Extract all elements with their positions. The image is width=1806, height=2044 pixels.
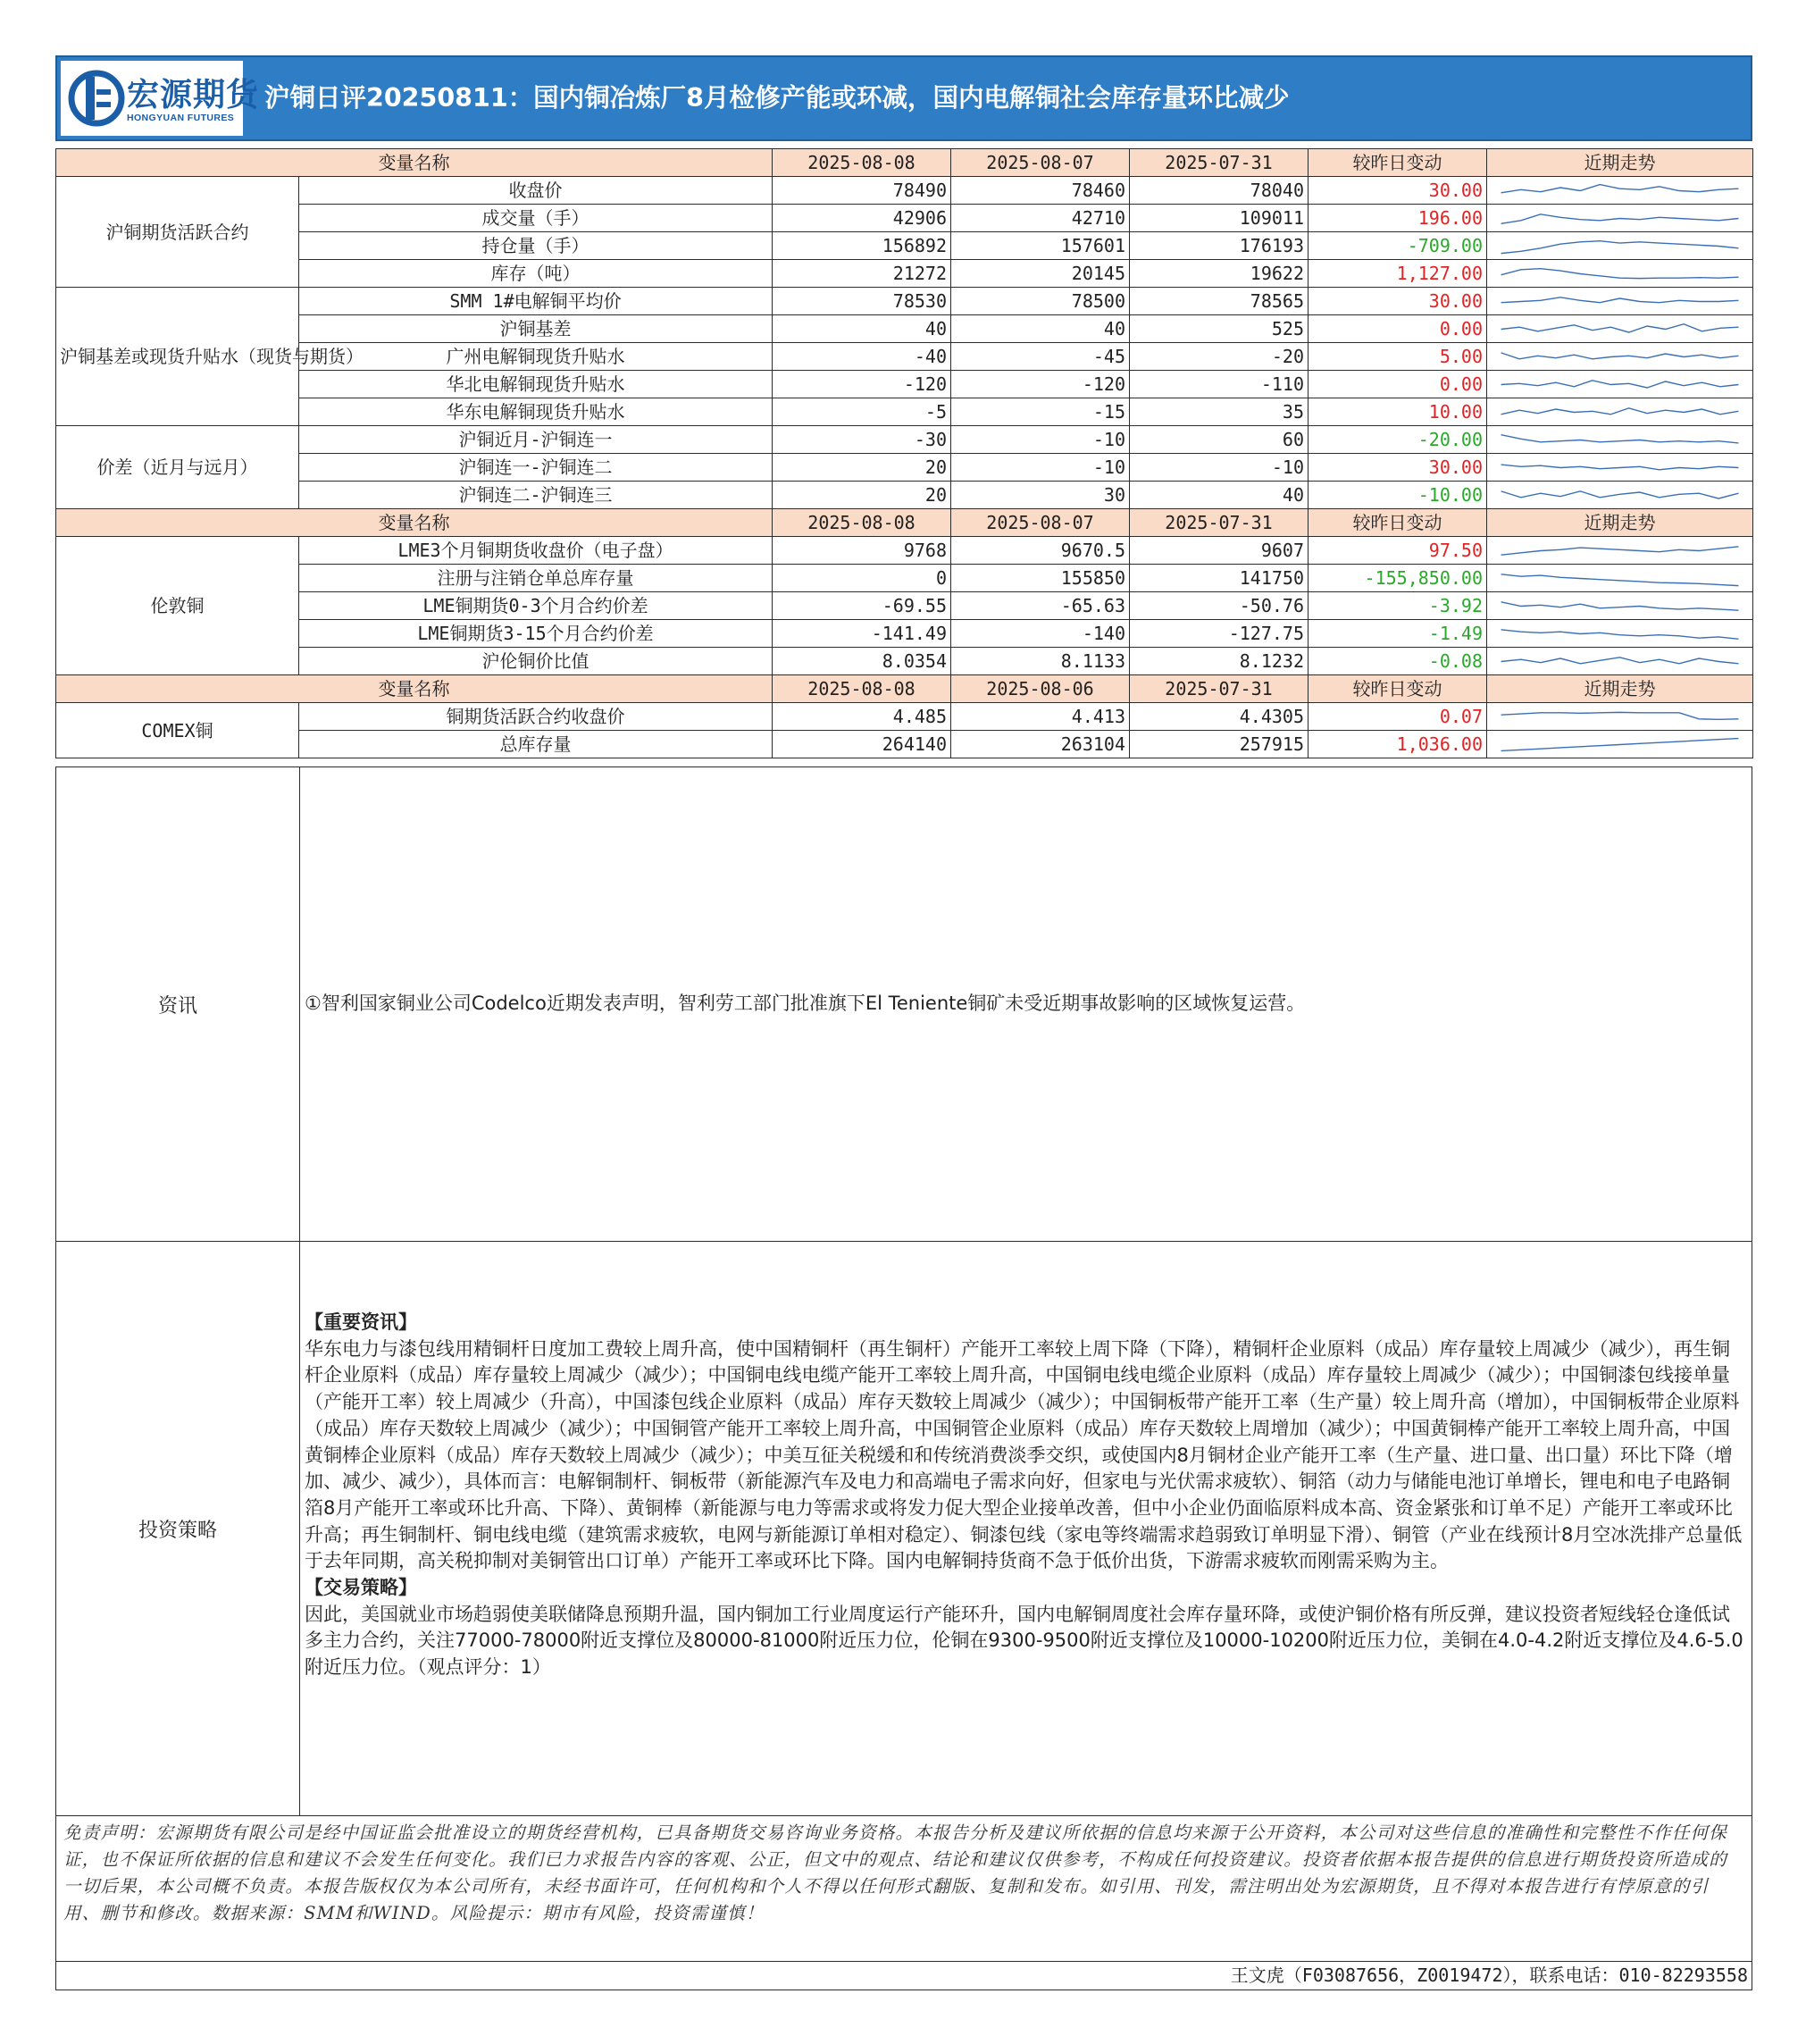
trend-sparkline — [1487, 620, 1753, 648]
daily-change: 1,036.00 — [1309, 731, 1487, 758]
trend-sparkline — [1487, 371, 1753, 398]
sparkline-chart — [1491, 455, 1749, 481]
report-sheet — [55, 55, 1752, 1990]
strategy-heading-news: 【重要资讯】 — [305, 1311, 417, 1333]
sparkline-chart — [1491, 233, 1749, 259]
table-row — [56, 454, 1753, 482]
value-date-2: 263104 — [951, 731, 1130, 758]
table-row — [56, 482, 1753, 509]
header-date: 2025-08-08 — [773, 509, 951, 537]
sparkline-trend-line — [1501, 657, 1739, 663]
value-date-3: -127.75 — [1130, 620, 1309, 648]
sparkline-chart — [1491, 427, 1749, 453]
value-date-1: -30 — [773, 426, 951, 454]
value-date-3: 78040 — [1130, 177, 1309, 205]
group-label: COMEX铜 — [56, 703, 299, 758]
sparkline-chart — [1491, 538, 1749, 564]
daily-change: -3.92 — [1309, 592, 1487, 620]
table-row — [56, 537, 1753, 565]
value-date-1: 156892 — [773, 232, 951, 260]
sparkline-trend-line — [1501, 214, 1739, 222]
trend-sparkline — [1487, 177, 1753, 205]
report-header — [55, 55, 1752, 141]
variable-name: LME铜期货0-3个月合约价差 — [299, 592, 773, 620]
trend-sparkline — [1487, 288, 1753, 315]
table-row — [56, 205, 1753, 232]
disclaimer: 免责声明：宏源期货有限公司是经中国证监会批准设立的期货经营机构，已具备期货交易咨询业务资格。本报告分析及建议所依据的信息均来源于公开资料，本公司对这些信息的准确性和完整性不作任何保证，也不保证所依据的信息和建议不会发生任何变化。我们已力求报告内容的客观、公正，但文中的观点、结论和建议仅供参考，不构成任何投资建议。投资者依据本报告提供的信息进行期货投资所造成的一切后果，本公司概不负责。本报告版权仅为本公司所有，未经书面许可，任何机构和个人不得以任何形式翻版、复制和发布。如引用、刊发，需注明出处为宏源期货，且不得对本报告进行有悖原意的引用、删节和修改。数据来源：SMM和WIND。风险提示：期市有风险，投资需谨慎！ — [55, 1815, 1752, 1962]
variable-name: 持仓量（手） — [299, 232, 773, 260]
value-date-2: 9670.5 — [951, 537, 1130, 565]
trend-sparkline — [1487, 731, 1753, 758]
header-trend: 近期走势 — [1487, 509, 1753, 537]
header-variable-name: 变量名称 — [56, 149, 773, 177]
value-date-3: 19622 — [1130, 260, 1309, 288]
news-text: ①智利国家铜业公司Codelco近期发表声明，智利劳工部门批准旗下El Teniente铜矿未受近期事故影响的区域恢复运营。 — [305, 993, 1306, 1015]
variable-name: 收盘价 — [299, 177, 773, 205]
table-row — [56, 288, 1753, 315]
variable-name: 广州电解铜现货升贴水 — [299, 343, 773, 371]
variable-name: 沪铜连一-沪铜连二 — [299, 454, 773, 482]
trend-sparkline — [1487, 315, 1753, 343]
header-date: 2025-08-07 — [951, 509, 1130, 537]
logo-name-cn: 宏源期货 — [127, 77, 260, 113]
daily-change: 30.00 — [1309, 288, 1487, 315]
sparkline-trend-line — [1501, 738, 1739, 750]
header-date: 2025-07-31 — [1130, 149, 1309, 177]
value-date-2: -15 — [951, 398, 1130, 426]
daily-change: 30.00 — [1309, 177, 1487, 205]
sparkline-trend-line — [1501, 712, 1739, 719]
sparkline-chart — [1491, 344, 1749, 370]
value-date-1: -141.49 — [773, 620, 951, 648]
value-date-3: -110 — [1130, 371, 1309, 398]
variable-name: 沪铜近月-沪铜连一 — [299, 426, 773, 454]
sparkline-chart — [1491, 704, 1749, 730]
strategy-label: 投资策略 — [56, 1242, 300, 1815]
value-date-3: 60 — [1130, 426, 1309, 454]
header-date: 2025-08-08 — [773, 149, 951, 177]
table-row — [56, 426, 1753, 454]
variable-name: 沪伦铜价比值 — [299, 648, 773, 675]
value-date-1: 40 — [773, 315, 951, 343]
sparkline-trend-line — [1501, 268, 1739, 278]
sparkline-chart — [1491, 593, 1749, 619]
sparkline-chart — [1491, 205, 1749, 231]
variable-name: 成交量（手） — [299, 205, 773, 232]
table-row — [56, 565, 1753, 592]
value-date-1: 21272 — [773, 260, 951, 288]
sparkline-trend-line — [1501, 323, 1739, 331]
value-date-2: 157601 — [951, 232, 1130, 260]
value-date-1: -5 — [773, 398, 951, 426]
table-header-row — [56, 149, 1753, 177]
table-header-row — [56, 675, 1753, 703]
sparkline-chart — [1491, 621, 1749, 647]
company-logo — [61, 61, 260, 136]
group-label: 伦敦铜 — [56, 537, 299, 675]
trend-sparkline — [1487, 592, 1753, 620]
trend-sparkline — [1487, 648, 1753, 675]
value-date-2: 42710 — [951, 205, 1130, 232]
trend-sparkline — [1487, 482, 1753, 509]
table-row — [56, 260, 1753, 288]
daily-change: -1.49 — [1309, 620, 1487, 648]
news-label: 资讯 — [56, 767, 300, 1241]
group-label: 沪铜基差或现货升贴水（现货与期货） — [56, 288, 299, 426]
sparkline-trend-line — [1501, 490, 1739, 498]
value-date-2: -120 — [951, 371, 1130, 398]
strategy-text — [305, 1310, 1744, 1681]
table-row — [56, 177, 1753, 205]
sparkline-trend-line — [1501, 546, 1739, 554]
value-date-1: 0 — [773, 565, 951, 592]
header-change: 较昨日变动 — [1309, 675, 1487, 703]
sparkline-chart — [1491, 372, 1749, 398]
value-date-1: 78490 — [773, 177, 951, 205]
value-date-2: 30 — [951, 482, 1130, 509]
hongyuan-logo-icon — [70, 68, 123, 129]
analyst-contact: 王文虎（F03087656，Z0019472），联系电话：010-82293558 — [55, 1962, 1752, 1990]
sparkline-trend-line — [1501, 601, 1739, 609]
value-date-3: -20 — [1130, 343, 1309, 371]
variable-name: 总库存量 — [299, 731, 773, 758]
value-date-2: -140 — [951, 620, 1130, 648]
daily-change: 196.00 — [1309, 205, 1487, 232]
table-row — [56, 315, 1753, 343]
value-date-2: 78500 — [951, 288, 1130, 315]
strategy-news-paragraph: 华东电力与漆包线用精铜杆日度加工费较上周升高，使中国精铜杆（再生铜杆）产能开工率较上周下降（下降），精铜杆企业原料（成品）库存量较上周减少（减少），再生铜杆企业原料（成品）库存量较上周减少（减少）；中国铜电线电缆产能开工率较上周升高，中国铜电线电缆企业原料（成品）库存量较上周减少（减少）；中国铜漆包线接单量（产能开工率）较上周减少（升高），中国漆包线企业原料（成品）库存天数较上周减少（减少）；中国铜板带产能开工率（生产量）较上周升高（增加），中国铜板带企业原料（成品）库存天数较上周减少（减少）；中国铜管产能开工率较上周升高，中国铜管企业原料（成品）库存天数较上周增加（减少）；中国黄铜棒产能开工率较上周升高，中国黄铜棒企业原料（成品）库存天数较上周减少（减少）；中美互征关税缓和和传统消费淡季交织，或使国内8月铜材企业产能开工率（生产量、进口量、出口量）环比下降（增加、减少、减少），具体而言：电解铜制杆、铜板带（新能源汽车及电力和高端电子需求向好，但家电与光伏需求疲软）、铜箔（动力与储能电池订单增长，锂电和电子电路铜箔8月产能开工率或环比升高、下降）、黄铜棒（新能源与电力等需求或将发力促大型企业接单改善，但中小企业仍面临原料成本高、资金紧张和订单不足）产能开工率或环比升高；再生铜制杆、铜电线电缆（建筑需求疲软，电网与新能源订单相对稳定）、铜漆包线（家电等终端需求趋弱致订单明显下滑）、铜管（产业在线预计8月空冰洗排产总量低于去年同期，高关税抑制对美铜管出口订单）产能开工率或环比下降。国内电解铜持货商不急于低价出货，下游需求疲软而刚需采购为主。 — [305, 1337, 1743, 1572]
sparkline-trend-line — [1501, 465, 1739, 470]
header-date: 2025-08-06 — [951, 675, 1130, 703]
group-label: 沪铜期货活跃合约 — [56, 177, 299, 288]
value-date-1: 20 — [773, 482, 951, 509]
variable-name: 沪铜连二-沪铜连三 — [299, 482, 773, 509]
variable-name: 华东电解铜现货升贴水 — [299, 398, 773, 426]
daily-change: 0.00 — [1309, 315, 1487, 343]
report-title: 沪铜日评20250811：国内铜冶炼厂8月检修产能或环减，国内电解铜社会库存量环比减少 — [264, 83, 1290, 113]
header-date: 2025-08-08 — [773, 675, 951, 703]
sparkline-trend-line — [1501, 184, 1739, 192]
strategy-heading-trading: 【交易策略】 — [305, 1577, 417, 1599]
value-date-2: 20145 — [951, 260, 1130, 288]
table-row — [56, 592, 1753, 620]
trend-sparkline — [1487, 565, 1753, 592]
daily-change: -0.08 — [1309, 648, 1487, 675]
sparkline-chart — [1491, 649, 1749, 674]
sparkline-trend-line — [1501, 407, 1739, 414]
header-trend: 近期走势 — [1487, 675, 1753, 703]
trend-sparkline — [1487, 205, 1753, 232]
value-date-3: 176193 — [1130, 232, 1309, 260]
value-date-2: 8.1133 — [951, 648, 1130, 675]
value-date-2: -65.63 — [951, 592, 1130, 620]
value-date-1: 9768 — [773, 537, 951, 565]
strategy-trading-paragraph: 因此，美国就业市场趋弱使美联储降息预期升温，国内铜加工行业周度运行产能环升，国内电解铜周度社会库存量环降，或使沪铜价格有所反弹，建议投资者短线轻仓逢低试多主力合约，关注77000-78000附近支撑位及80000-81000附近压力位，伦铜在9300-9500附近支撑位及10000-10200附近压力位，美铜在4.0-4.2附近支撑位及4.6-5.0附近压力位。（观点评分：1） — [305, 1603, 1743, 1679]
value-date-1: 78530 — [773, 288, 951, 315]
value-date-1: 4.485 — [773, 703, 951, 731]
value-date-3: 8.1232 — [1130, 648, 1309, 675]
sparkline-chart — [1491, 289, 1749, 314]
trend-sparkline — [1487, 703, 1753, 731]
header-date: 2025-07-31 — [1130, 509, 1309, 537]
table-row — [56, 620, 1753, 648]
value-date-3: 525 — [1130, 315, 1309, 343]
value-date-2: -10 — [951, 454, 1130, 482]
header-change: 较昨日变动 — [1309, 509, 1487, 537]
value-date-3: 35 — [1130, 398, 1309, 426]
daily-change: 10.00 — [1309, 398, 1487, 426]
table-row — [56, 731, 1753, 758]
sparkline-chart — [1491, 261, 1749, 287]
value-date-3: -50.76 — [1130, 592, 1309, 620]
value-date-3: 141750 — [1130, 565, 1309, 592]
daily-change: -709.00 — [1309, 232, 1487, 260]
value-date-1: 264140 — [773, 731, 951, 758]
daily-change: -10.00 — [1309, 482, 1487, 509]
trend-sparkline — [1487, 343, 1753, 371]
sparkline-trend-line — [1501, 629, 1739, 638]
value-date-3: 257915 — [1130, 731, 1309, 758]
daily-change: -155,850.00 — [1309, 565, 1487, 592]
trend-sparkline — [1487, 537, 1753, 565]
sparkline-trend-line — [1501, 574, 1739, 585]
value-date-3: 109011 — [1130, 205, 1309, 232]
value-date-3: 4.4305 — [1130, 703, 1309, 731]
variable-name: 注册与注销仓单总库存量 — [299, 565, 773, 592]
value-date-1: 20 — [773, 454, 951, 482]
daily-change: 5.00 — [1309, 343, 1487, 371]
daily-change: 30.00 — [1309, 454, 1487, 482]
sparkline-chart — [1491, 316, 1749, 342]
data-table — [55, 148, 1753, 758]
value-date-1: 42906 — [773, 205, 951, 232]
table-header-row — [56, 509, 1753, 537]
variable-name: 库存（吨） — [299, 260, 773, 288]
value-date-3: -10 — [1130, 454, 1309, 482]
logo-name-en: HONGYUAN FUTURES — [127, 113, 235, 123]
variable-name: SMM 1#电解铜平均价 — [299, 288, 773, 315]
strategy-section — [55, 1241, 1752, 1816]
sparkline-chart — [1491, 482, 1749, 508]
value-date-2: 78460 — [951, 177, 1130, 205]
variable-name: LME铜期货3-15个月合约价差 — [299, 620, 773, 648]
table-row — [56, 703, 1753, 731]
trend-sparkline — [1487, 398, 1753, 426]
variable-name: LME3个月铜期货收盘价（电子盘） — [299, 537, 773, 565]
variable-name: 铜期货活跃合约收盘价 — [299, 703, 773, 731]
sparkline-trend-line — [1501, 352, 1739, 358]
variable-name: 华北电解铜现货升贴水 — [299, 371, 773, 398]
table-row — [56, 398, 1753, 426]
value-date-3: 9607 — [1130, 537, 1309, 565]
value-date-3: 40 — [1130, 482, 1309, 509]
variable-name: 沪铜基差 — [299, 315, 773, 343]
daily-change: 97.50 — [1309, 537, 1487, 565]
sparkline-trend-line — [1501, 380, 1739, 387]
trend-sparkline — [1487, 260, 1753, 288]
daily-change: 0.00 — [1309, 371, 1487, 398]
trend-sparkline — [1487, 426, 1753, 454]
table-row — [56, 232, 1753, 260]
trend-sparkline — [1487, 454, 1753, 482]
header-trend: 近期走势 — [1487, 149, 1753, 177]
value-date-1: -69.55 — [773, 592, 951, 620]
value-date-1: -40 — [773, 343, 951, 371]
value-date-2: 40 — [951, 315, 1130, 343]
value-date-1: -120 — [773, 371, 951, 398]
header-variable-name: 变量名称 — [56, 675, 773, 703]
sparkline-chart — [1491, 565, 1749, 591]
sparkline-trend-line — [1501, 297, 1739, 302]
value-date-2: 4.413 — [951, 703, 1130, 731]
daily-change: 1,127.00 — [1309, 260, 1487, 288]
value-date-1: 8.0354 — [773, 648, 951, 675]
sparkline-chart — [1491, 399, 1749, 425]
sparkline-chart — [1491, 178, 1749, 204]
value-date-2: -45 — [951, 343, 1130, 371]
news-section — [55, 766, 1752, 1242]
sparkline-trend-line — [1501, 240, 1739, 253]
header-date: 2025-08-07 — [951, 149, 1130, 177]
header-variable-name: 变量名称 — [56, 509, 773, 537]
table-row — [56, 648, 1753, 675]
value-date-2: -10 — [951, 426, 1130, 454]
table-row — [56, 371, 1753, 398]
header-date: 2025-07-31 — [1130, 675, 1309, 703]
daily-change: 0.07 — [1309, 703, 1487, 731]
trend-sparkline — [1487, 232, 1753, 260]
group-label: 价差（近月与远月） — [56, 426, 299, 509]
header-change: 较昨日变动 — [1309, 149, 1487, 177]
value-date-2: 155850 — [951, 565, 1130, 592]
sparkline-trend-line — [1501, 434, 1739, 442]
value-date-3: 78565 — [1130, 288, 1309, 315]
daily-change: -20.00 — [1309, 426, 1487, 454]
sparkline-chart — [1491, 732, 1749, 758]
